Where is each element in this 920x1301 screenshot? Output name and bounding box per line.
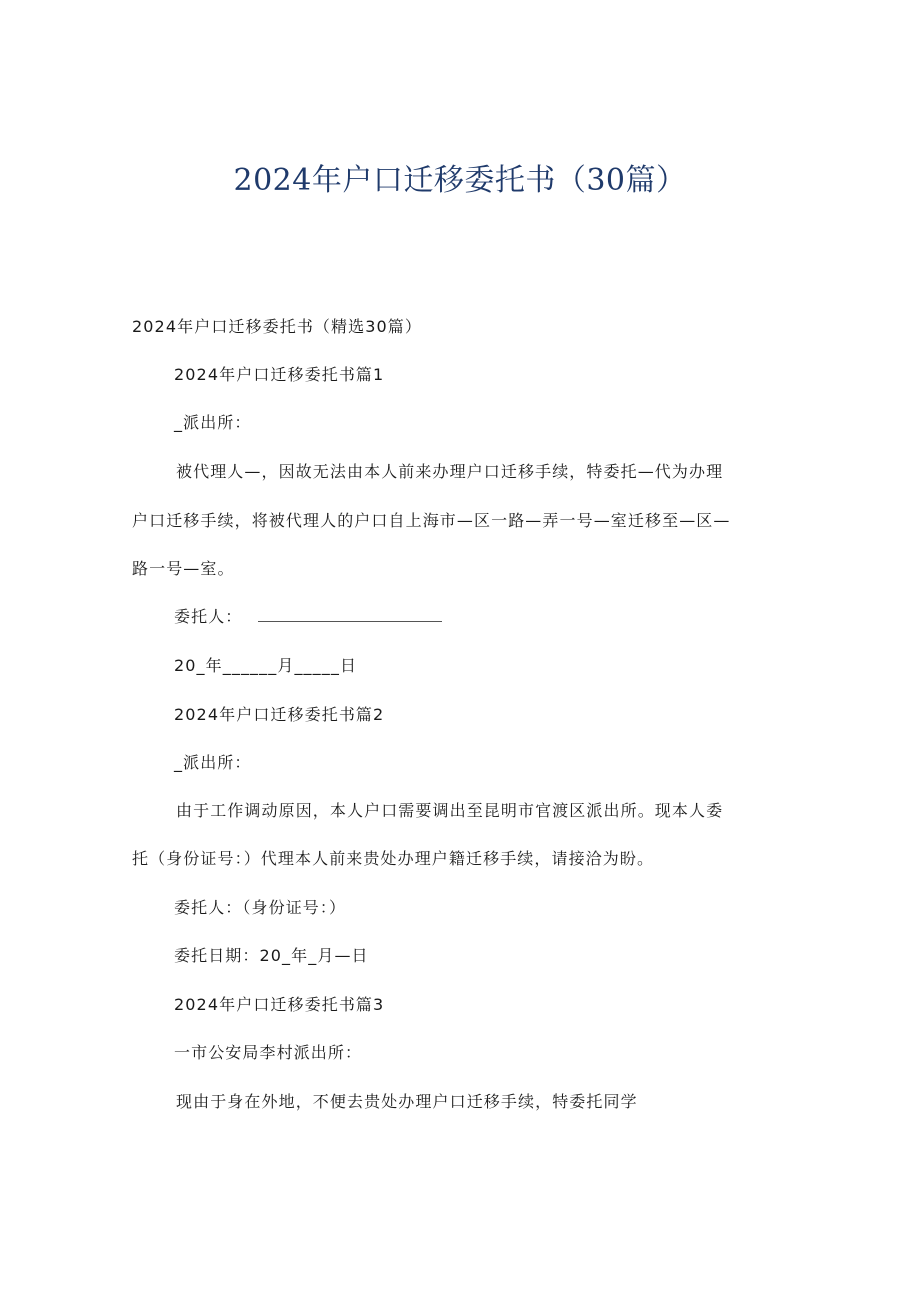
section-3-addressee: 一市公安局李村派出所： bbox=[174, 1043, 363, 1062]
document-subtitle: 2024年户口迁移委托书（精选30篇） bbox=[132, 317, 422, 336]
section-1-principal-label: 委托人： bbox=[174, 607, 243, 626]
section-1-principal-row bbox=[174, 604, 442, 630]
section-2-body-line-1: 由于工作调动原因，本人户口需要调出至昆明市官渡区派出所。现本人委 bbox=[176, 801, 724, 820]
section-2-principal-line: 委托人：（身份证号：） bbox=[174, 898, 347, 917]
section-2-body-line-2: 托（身份证号：）代理本人前来贵处办理户籍迁移手续，请接洽为盼。 bbox=[132, 849, 655, 868]
section-3-heading: 2024年户口迁移委托书篇3 bbox=[174, 995, 385, 1014]
section-1-date-line: 20_年______月_____日 bbox=[174, 656, 358, 675]
section-2-heading: 2024年户口迁移委托书篇2 bbox=[174, 705, 385, 724]
section-2-date-line: 委托日期：20_年_月—日 bbox=[174, 946, 369, 965]
section-1-body-line-1: 被代理人—，因故无法由本人前来办理户口迁移手续，特委托—代为办理 bbox=[176, 462, 724, 481]
section-1-addressee: _派出所： bbox=[174, 413, 252, 432]
section-1-body-line-2: 户口迁移手续，将被代理人的户口自上海市—区一路—弄一号—室迁移至—区— bbox=[132, 511, 731, 530]
section-1-heading: 2024年户口迁移委托书篇1 bbox=[174, 365, 385, 384]
document-title: 2024年户口迁移委托书（30篇） bbox=[233, 163, 687, 198]
section-1-body-line-3: 路一号—室。 bbox=[132, 559, 235, 578]
section-2-addressee: _派出所： bbox=[174, 753, 252, 772]
signature-line bbox=[258, 606, 442, 622]
section-3-body-line-1: 现由于身在外地，不便去贵处办理户口迁移手续，特委托同学 bbox=[176, 1092, 638, 1111]
